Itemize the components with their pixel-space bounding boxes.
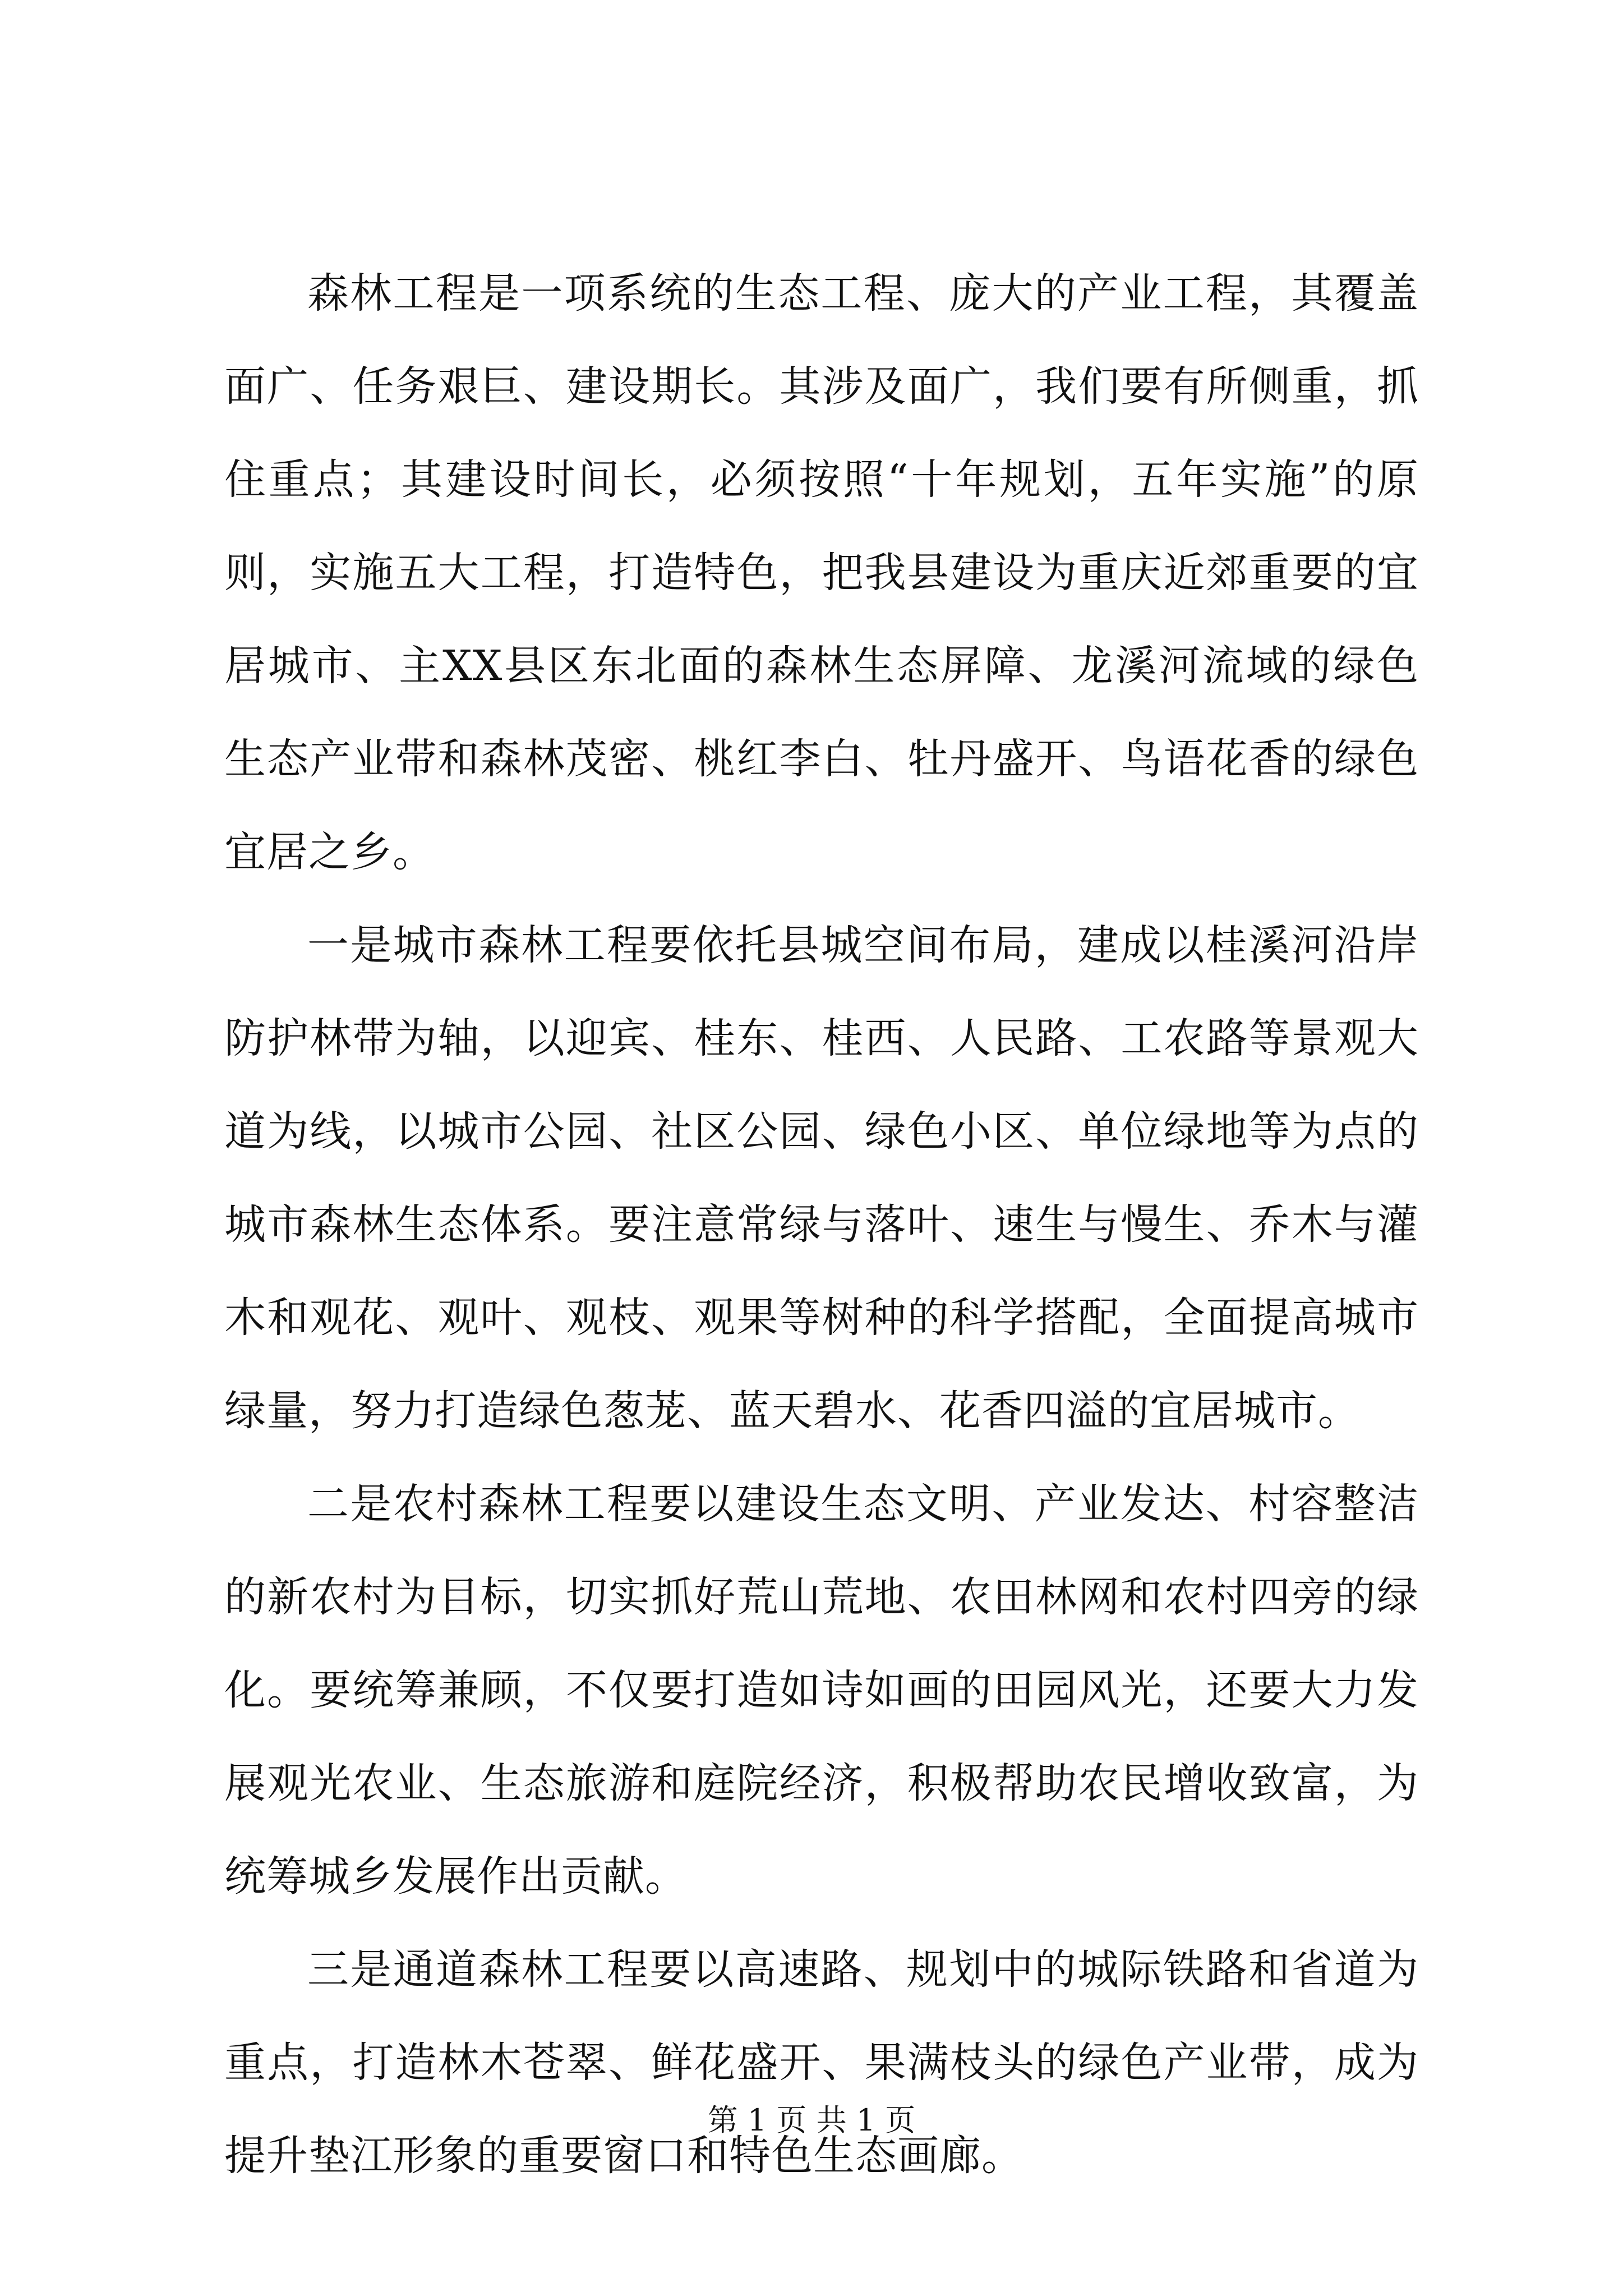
paragraph-urban-forest: 一是城市森林工程要依托县城空间布局，建成以桂溪河沿岸防护林带为轴，以迎宾、桂东、桂西、人民路、工农路等景观大道为线，以城市公园、社区公园、绿色小区、单位绿地等为点的城市森林生态体系。要注意常绿与落叶、速生与慢生、乔木与灌木和观花、观叶、观枝、观果等树种的科学搭配，全面提高城市绿量，努力打造绿色葱茏、蓝天碧水、花香四溢的宜居城市。: [224, 921, 1419, 1435]
paragraph-corridor-forest: 三是通道森林工程要以高速路、规划中的城际铁路和省道为重点，打造林木苍翠、鲜花盛开、果满枝头的绿色产业带，成为提升垫江形象的重要窗口和特色生态画廊。: [224, 1945, 1419, 2180]
paragraph-intro: 森林工程是一项系统的生态工程、庞大的产业工程，其覆盖面广、任务艰巨、建设期长。其涉及面广，我们要有所侧重，抓住重点；其建设时间长，必须按照“十年规划，五年实施”的原则，实施五大工程，打造特色，把我县建设为重庆近郊重要的宜居城市、主XX县区东北面的森林生态屏障、龙溪河流域的绿色生态产业带和森林茂密、桃红李白、牡丹盛开、鸟语花香的绿色宜居之乡。: [224, 269, 1419, 876]
paragraph-rural-forest: 二是农村森林工程要以建设生态文明、产业发达、村容整洁的新农村为目标，切实抓好荒山荒地、农田林网和农村四旁的绿化。要统筹兼顾，不仅要打造如诗如画的田园风光，还要大力发展观光农业、生态旅游和庭院经济，积极帮助农民增收致富，为统筹城乡发展作出贡献。: [224, 1480, 1419, 1901]
document-body: [224, 247, 1419, 2202]
page-number-footer: 第 1 页 共 1 页: [707, 2102, 916, 2138]
